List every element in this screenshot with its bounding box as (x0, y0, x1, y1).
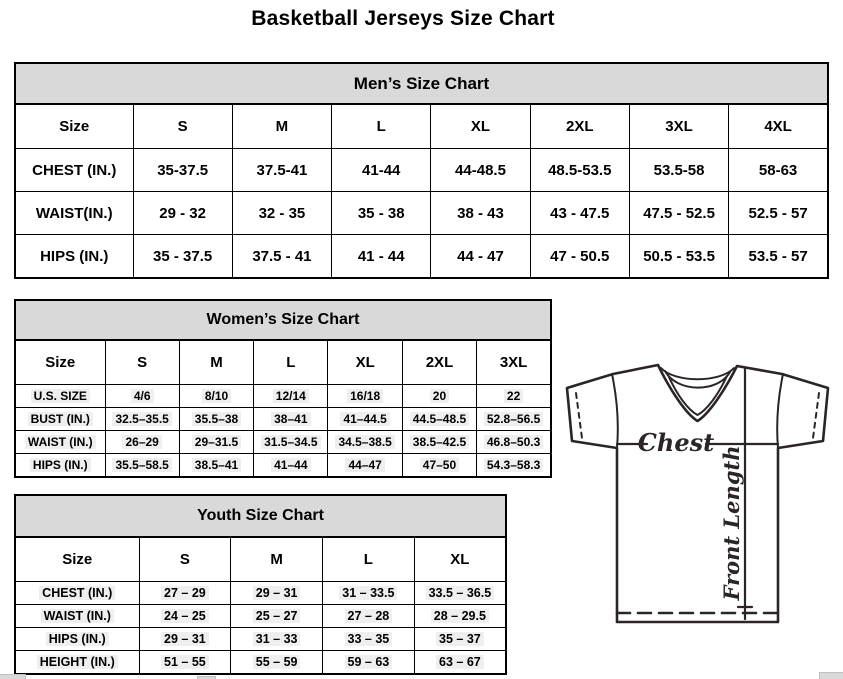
column-header: 2XL (402, 340, 476, 385)
size-value: 43 - 47.5 (530, 192, 629, 235)
table-row (15, 537, 506, 582)
column-header: S (105, 340, 179, 385)
table-row (15, 495, 506, 537)
womens-chart-title: Women’s Size Chart (15, 300, 551, 340)
size-value: 48.5-53.5 (530, 149, 629, 192)
collar-back-line-1 (661, 368, 734, 379)
size-value: 32 - 35 (232, 192, 331, 235)
size-value: 41 - 44 (332, 235, 431, 279)
size-value: 52.8–56.5 (477, 408, 551, 431)
row-label: BUST (IN.) (15, 408, 105, 431)
table-row (15, 605, 506, 628)
row-label: HIPS (IN.) (15, 454, 105, 478)
size-value: 50.5 - 53.5 (629, 235, 728, 279)
column-header: XL (431, 104, 530, 149)
mens-size-table (14, 62, 829, 279)
size-value: 55 – 59 (231, 651, 323, 675)
size-value: 41-44 (332, 149, 431, 192)
size-value: 38 - 43 (431, 192, 530, 235)
column-header: S (133, 104, 232, 149)
size-value: 32.5–35.5 (105, 408, 179, 431)
row-label: CHEST (IN.) (15, 582, 139, 605)
table-row (15, 340, 551, 385)
size-value: 27 – 29 (139, 582, 231, 605)
column-header: Size (15, 537, 139, 582)
size-value: 37.5-41 (232, 149, 331, 192)
jersey-measurement-diagram (555, 358, 840, 630)
table-row (15, 104, 828, 149)
size-value: 44-48.5 (431, 149, 530, 192)
size-value: 26–29 (105, 431, 179, 454)
column-header: M (232, 104, 331, 149)
womens-size-table (14, 299, 552, 478)
column-header: S (139, 537, 231, 582)
column-header: L (254, 340, 328, 385)
size-value: 58-63 (729, 149, 828, 192)
mens-chart-title: Men’s Size Chart (15, 63, 828, 104)
column-header: 3XL (629, 104, 728, 149)
size-value: 35 - 37.5 (133, 235, 232, 279)
size-value: 22 (477, 385, 551, 408)
size-value: 51 – 55 (139, 651, 231, 675)
jersey-outline (567, 365, 828, 622)
size-value: 29 – 31 (231, 582, 323, 605)
row-label: WAIST(IN.) (15, 192, 133, 235)
size-value: 63 – 67 (414, 651, 506, 675)
row-label: HIPS (IN.) (15, 235, 133, 279)
table-row (15, 192, 828, 235)
size-value: 28 – 29.5 (414, 605, 506, 628)
chest-label: Chest (637, 428, 715, 457)
column-header: 3XL (477, 340, 551, 385)
size-value: 38.5–41 (179, 454, 253, 478)
table-row (15, 454, 551, 478)
size-value: 47–50 (402, 454, 476, 478)
size-value: 33.5 – 36.5 (414, 582, 506, 605)
size-value: 35.5–38 (179, 408, 253, 431)
table-row (15, 149, 828, 192)
size-value: 38.5–42.5 (402, 431, 476, 454)
row-label: U.S. SIZE (15, 385, 105, 408)
row-label: HIPS (IN.) (15, 628, 139, 651)
size-value: 29–31.5 (179, 431, 253, 454)
size-value: 34.5–38.5 (328, 431, 402, 454)
column-header: Size (15, 340, 105, 385)
size-value: 44.5–48.5 (402, 408, 476, 431)
size-value: 35.5–58.5 (105, 454, 179, 478)
column-header: M (179, 340, 253, 385)
size-value: 16/18 (328, 385, 402, 408)
table-row (15, 408, 551, 431)
size-value: 37.5 - 41 (232, 235, 331, 279)
size-value: 41–44.5 (328, 408, 402, 431)
column-header: 2XL (530, 104, 629, 149)
youth-chart-title: Youth Size Chart (15, 495, 506, 537)
size-value: 54.3–58.3 (477, 454, 551, 478)
size-value: 46.8–50.3 (477, 431, 551, 454)
table-row (15, 300, 551, 340)
table-row (15, 385, 551, 408)
table-row (15, 651, 506, 675)
size-value: 52.5 - 57 (729, 192, 828, 235)
size-value: 47.5 - 52.5 (629, 192, 728, 235)
table-row (15, 235, 828, 279)
size-value: 35 - 38 (332, 192, 431, 235)
table-row (15, 582, 506, 605)
size-value: 31 – 33 (231, 628, 323, 651)
size-value: 31.5–34.5 (254, 431, 328, 454)
size-value: 20 (402, 385, 476, 408)
column-header: M (231, 537, 323, 582)
size-value: 33 – 35 (323, 628, 415, 651)
size-value: 25 – 27 (231, 605, 323, 628)
size-value: 53.5 - 57 (729, 235, 828, 279)
size-value: 27 – 28 (323, 605, 415, 628)
row-label: WAIST (IN.) (15, 605, 139, 628)
size-value: 24 – 25 (139, 605, 231, 628)
column-header: XL (414, 537, 506, 582)
size-value: 44 - 47 (431, 235, 530, 279)
size-value: 8/10 (179, 385, 253, 408)
scrollbar-fragment[interactable] (0, 674, 26, 679)
column-header: Size (15, 104, 133, 149)
size-value: 35 – 37 (414, 628, 506, 651)
row-label: HEIGHT (IN.) (15, 651, 139, 675)
size-value: 29 – 31 (139, 628, 231, 651)
table-row (15, 628, 506, 651)
size-value: 29 - 32 (133, 192, 232, 235)
row-label: WAIST (IN.) (15, 431, 105, 454)
size-value: 35-37.5 (133, 149, 232, 192)
table-row (15, 431, 551, 454)
page-title: Basketball Jerseys Size Chart (251, 7, 555, 30)
column-header: L (332, 104, 431, 149)
size-value: 4/6 (105, 385, 179, 408)
size-value: 44–47 (328, 454, 402, 478)
column-header: 4XL (729, 104, 828, 149)
front-length-label: Front Length (719, 445, 744, 601)
size-value: 38–41 (254, 408, 328, 431)
size-value: 31 – 33.5 (323, 582, 415, 605)
youth-size-table (14, 494, 507, 675)
scrollbar-fragment[interactable] (819, 672, 843, 679)
column-header: XL (328, 340, 402, 385)
size-value: 59 – 63 (323, 651, 415, 675)
row-label: CHEST (IN.) (15, 149, 133, 192)
size-value: 53.5-58 (629, 149, 728, 192)
size-value: 47 - 50.5 (530, 235, 629, 279)
size-value: 12/14 (254, 385, 328, 408)
size-value: 41–44 (254, 454, 328, 478)
table-row (15, 63, 828, 104)
column-header: L (323, 537, 415, 582)
